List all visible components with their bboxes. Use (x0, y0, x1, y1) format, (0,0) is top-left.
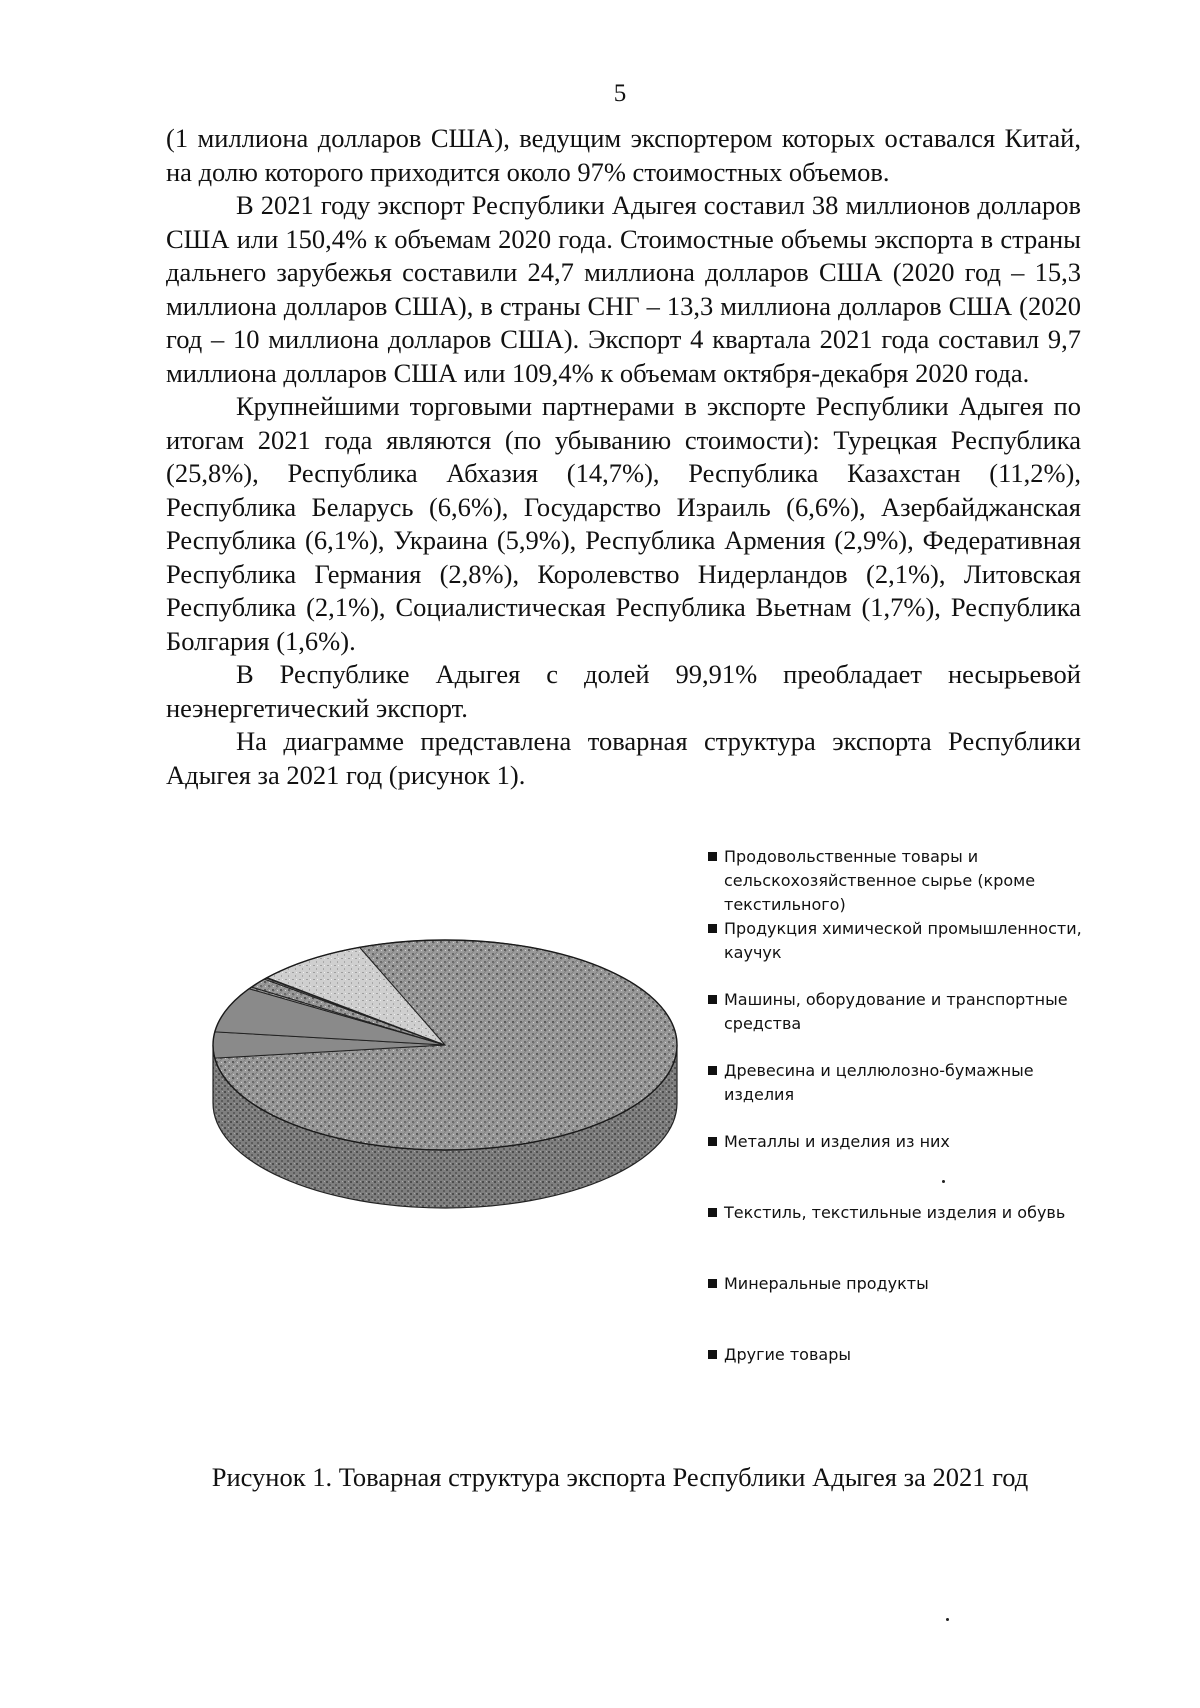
legend-label: Машины, оборудование и транспортные средства (724, 990, 1068, 1033)
paragraph: (1 миллиона долларов США), ведущим экспортером которых оставался Китай, на долю которого приходится около 97% стоимостных объемов. (166, 123, 1081, 187)
legend-marker-icon (708, 1137, 717, 1146)
legend-marker-icon (708, 924, 717, 933)
legend-label: Продовольственные товары и сельскохозяйственное сырье (кроме текстильного) (724, 847, 1036, 914)
page-number: 5 (613, 80, 627, 107)
legend-label: Другие товары (724, 1345, 851, 1364)
legend-item (708, 1272, 1088, 1296)
pie-chart (200, 845, 700, 1405)
legend-marker-icon (708, 1279, 717, 1288)
export-structure-chart (200, 845, 1100, 1405)
paragraph: Крупнейшими торговыми партнерами в экспорте Республики Адыгея по итогам 2021 года являются (по убыванию стоимости): Турецкая Республика (25,8%), Республика Абхазия (14,7%), Республика Казахстан (11,2%), Республика Беларусь (6,6%), Государство Израиль (6,6%), Азербайджанская Республика (6,1%), Украина (5,9%), Республика Армения (2,9%), Федеративная Республика Германия (2,8%), Королевство Нидерландов (2,1%), Литовская Республика (2,1%), Социалистическая Республика Вьетнам (1,7%), Республика Болгария (1,6%). (166, 391, 1081, 656)
paragraph: В Республике Адыгея с долей 99,91% преобладает несырьевой неэнергетический экспорт. (166, 659, 1081, 723)
legend-item (708, 1130, 1088, 1154)
document-body (166, 122, 1081, 792)
legend-marker-icon (708, 995, 717, 1004)
paragraph: В 2021 году экспорт Республики Адыгея составил 38 миллионов долларов США или 150,4% к объемам 2020 года. Стоимостные объемы экспорта в страны дальнего зарубежья составили 24,7 миллиона долларов США (2020 год – 15,3 миллиона долларов США), в страны СНГ – 13,3 миллиона долларов США (2020 год – 10 миллиона долларов США). Экспорт 4 квартала 2021 года составил 9,7 миллиона долларов США или 109,4% к объемам октября-декабря 2020 года. (166, 190, 1081, 388)
legend-label: Текстиль, текстильные изделия и обувь (724, 1203, 1066, 1222)
paragraph: На диаграмме представлена товарная структура экспорта Республики Адыгея за 2021 год (рисунок 1). (166, 726, 1081, 790)
legend-label: Древесина и целлюлозно-бумажные изделия (724, 1061, 1034, 1104)
legend-item (708, 917, 1088, 965)
legend-label: Металлы и изделия из них (724, 1132, 950, 1151)
legend-item (708, 988, 1088, 1036)
scan-speck (942, 1180, 945, 1183)
scan-speck (946, 1618, 949, 1621)
legend-item (708, 1343, 1088, 1367)
legend-marker-icon (708, 1208, 717, 1217)
legend-marker-icon (708, 1066, 717, 1075)
legend-marker-icon (708, 1350, 717, 1359)
legend-item (708, 1201, 1088, 1225)
legend-item (708, 1059, 1088, 1107)
legend-marker-icon (708, 852, 717, 861)
legend-label: Минеральные продукты (724, 1274, 929, 1293)
figure-caption: Рисунок 1. Товарная структура экспорта Республики Адыгея за 2021 год (211, 1462, 1029, 1492)
legend-label: Продукция химической промышленности, каучук (724, 919, 1082, 962)
legend-item (708, 845, 1088, 917)
